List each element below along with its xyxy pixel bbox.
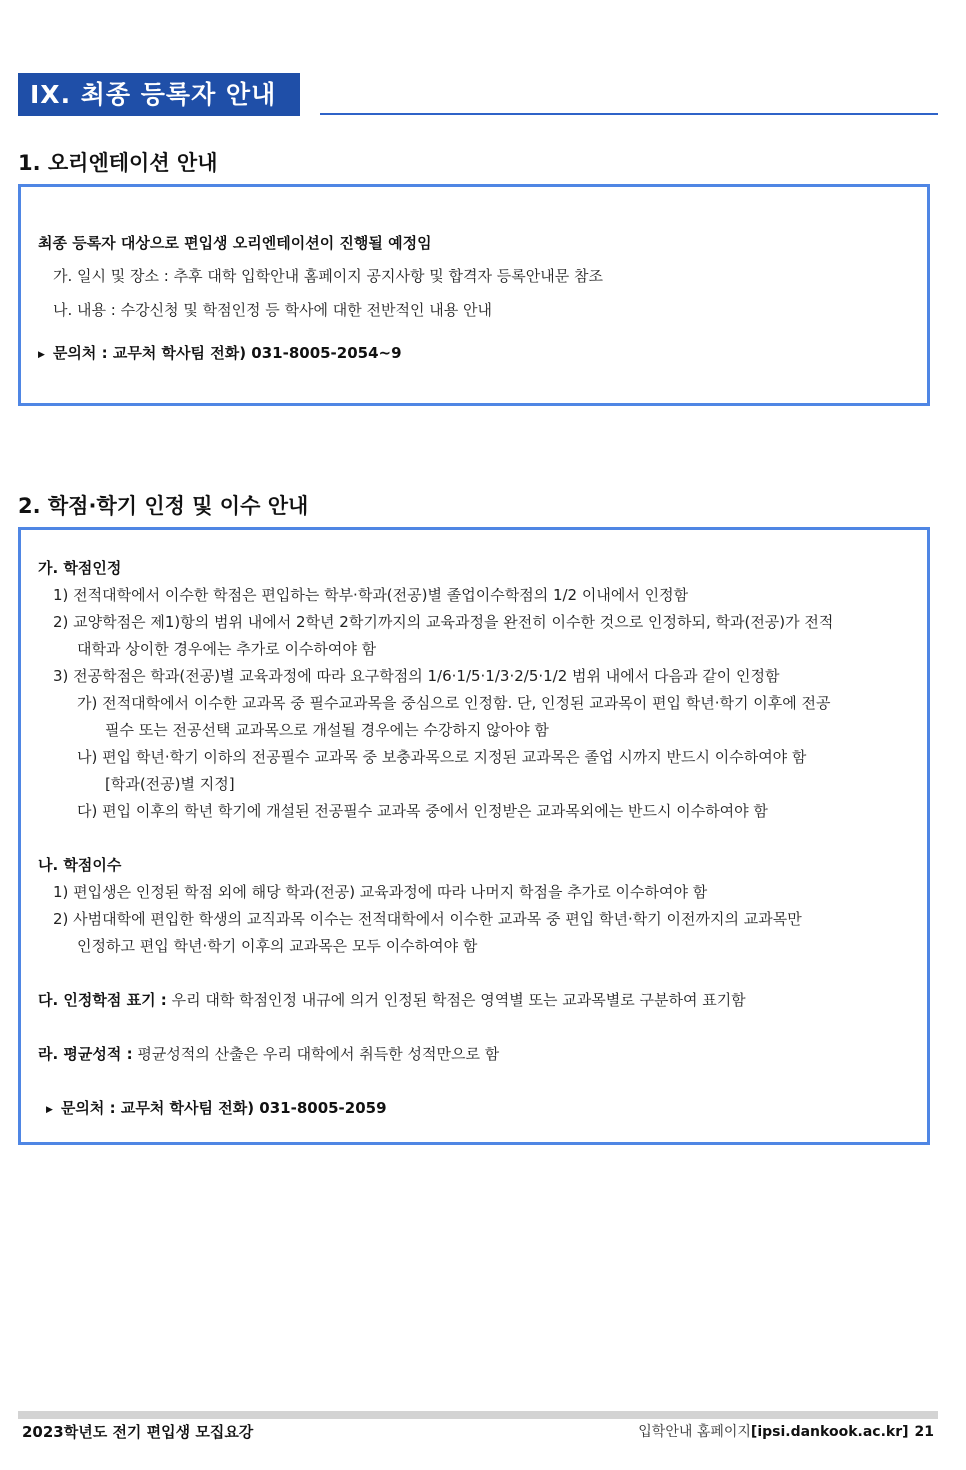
credit-completion-line: 1) 편입생은 인정된 학점 외에 해당 학과(전공) 교육과정에 따라 나머지 학점을 추가로 이수하여야 함	[53, 883, 708, 901]
average-grade	[38, 1043, 499, 1064]
triangle-right-icon: ▶	[46, 1105, 53, 1115]
credit-completion-line: 인정하고 편입 학년·학기 이후의 교과목은 모두 이수하여야 함	[77, 937, 478, 955]
section-2-title: 2. 학점·학기 인정 및 이수 안내	[18, 494, 309, 518]
credit-notation-heading: 다. 인정학점 표기 :	[38, 991, 167, 1009]
footer-site-url[interactable]: [ipsi.dankook.ac.kr]	[750, 1424, 909, 1440]
footer-bar	[18, 1411, 938, 1419]
credit-contact	[46, 1097, 387, 1118]
credit-recognition-line: 가) 전적대학에서 이수한 교과목 중 필수교과목을 중심으로 인정함. 단, 인정된 교과목이 편입 학년·학기 이후에 전공	[77, 694, 831, 712]
credit-notation	[38, 989, 746, 1010]
average-grade-heading: 라. 평균성적 :	[38, 1045, 133, 1063]
footer-site-label: 입학안내 홈페이지	[638, 1424, 751, 1440]
credit-recognition-line: 나) 편입 학년·학기 이하의 전공필수 교과목 중 보충과목으로 지정된 교과목은 졸업 시까지 반드시 이수하여야 함	[77, 748, 807, 766]
credit-recognition-line: 필수 또는 전공선택 교과목으로 개설될 경우에는 수강하지 않아야 함	[105, 721, 549, 739]
section-1-title: 1. 오리엔테이션 안내	[18, 151, 218, 175]
orientation-box	[18, 184, 930, 406]
credit-recognition-line: [학과(전공)별 지정]	[105, 775, 235, 793]
orientation-contact-text: 문의처 : 교무처 학사팀 전화) 031-8005-2054~9	[52, 344, 402, 362]
chapter-title: IX. 최종 등록자 안내	[18, 73, 300, 116]
orientation-item-schedule: 가. 일시 및 장소 : 추후 대학 입학안내 홈페이지 공지사항 및 합격자 등록안내문 참조	[53, 267, 603, 285]
orientation-contact	[38, 342, 402, 363]
chapter-rule	[320, 113, 938, 115]
credit-completion-heading: 나. 학점이수	[38, 856, 122, 874]
credit-recognition-line: 대학과 상이한 경우에는 추가로 이수하여야 함	[77, 640, 377, 658]
orientation-item-content: 나. 내용 : 수강신청 및 학점인정 등 학사에 대한 전반적인 내용 안내	[53, 301, 493, 319]
credit-recognition-line: 2) 교양학점은 제1)항의 범위 내에서 2학년 2학기까지의 교육과정을 완전히 이수한 것으로 인정하되, 학과(전공)가 전적	[53, 613, 834, 631]
credit-recognition-heading: 가. 학점인정	[38, 559, 122, 577]
credit-recognition-line: 1) 전적대학에서 이수한 학점은 편입하는 학부·학과(전공)별 졸업이수학점의 1/2 이내에서 인정함	[53, 586, 689, 604]
triangle-right-icon: ▶	[38, 350, 45, 360]
credit-recognition-line: 3) 전공학점은 학과(전공)별 교육과정에 따라 요구학점의 1/6·1/5·1/3·2/5·1/2 범위 내에서 다음과 같이 인정함	[53, 667, 780, 685]
credit-notation-text: 우리 대학 학점인정 내규에 의거 인정된 학점은 영역별 또는 교과목별로 구분하여 표기함	[171, 991, 746, 1009]
average-grade-text: 평균성적의 산출은 우리 대학에서 취득한 성적만으로 함	[137, 1045, 500, 1063]
credit-box	[18, 527, 930, 1145]
page-number: 21	[914, 1424, 934, 1440]
footer-site	[638, 1421, 934, 1441]
orientation-lead: 최종 등록자 대상으로 편입생 오리엔테이션이 진행될 예정임	[38, 234, 432, 252]
footer-title: 2023학년도 전기 편입생 모집요강	[22, 1423, 254, 1441]
credit-completion-line: 2) 사범대학에 편입한 학생의 교직과목 이수는 전적대학에서 이수한 교과목 중 편입 학년·학기 이전까지의 교과목만	[53, 910, 802, 928]
credit-recognition-line: 다) 편입 이후의 학년 학기에 개설된 전공필수 교과목 중에서 인정받은 교과목외에는 반드시 이수하여야 함	[77, 802, 768, 820]
credit-contact-text: 문의처 : 교무처 학사팀 전화) 031-8005-2059	[60, 1099, 387, 1117]
